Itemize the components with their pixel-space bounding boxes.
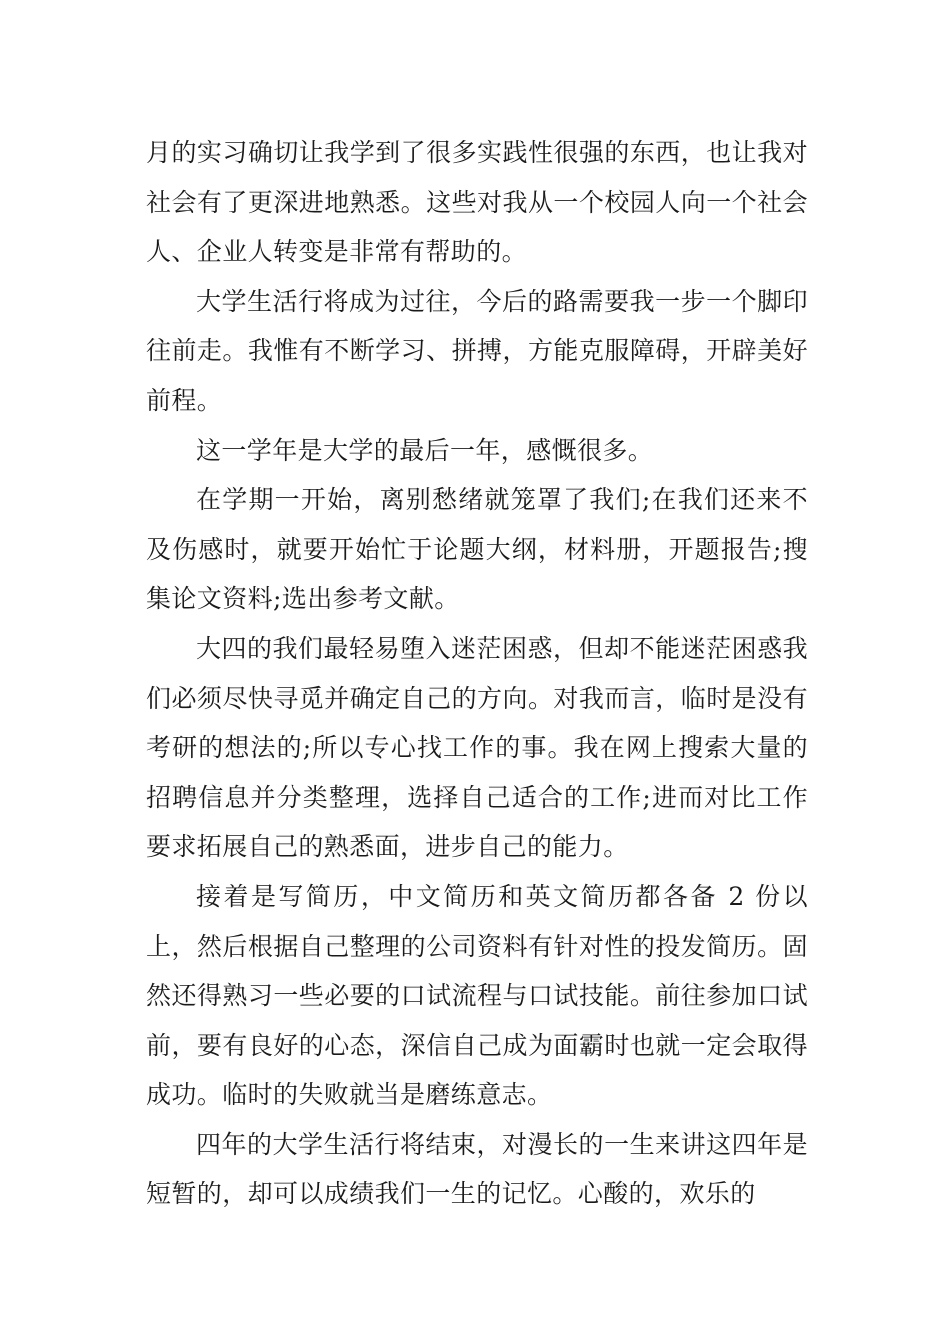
- body-text: [146, 128, 808, 1219]
- paragraph-6: 接着是写简历，中文简历和英文简历都各备 2 份以上，然后根据自己整理的公司资料有针对性的投发简历。固然还得熟习一些必要的口试流程与口试技能。前往参加口试前，要有良好的心态，深信自己成为面霸时也就一定会取得成功。临时的失败就当是磨练意志。: [146, 881, 808, 1110]
- paragraph-7: 四年的大学生活行将结束，对漫长的一生来讲这四年是短暂的，却可以成绩我们一生的记忆。心酸的，欢乐的: [146, 1129, 808, 1209]
- paragraph-2: 大学生活行将成为过往，今后的路需要我一步一个脚印往前走。我惟有不断学习、拼搏，方能克服障碍，开辟美好前程。: [146, 286, 808, 415]
- paragraph-4: 在学期一开始，离别愁绪就笼罩了我们;在我们还来不及伤感时，就要开始忙于论题大纲，材料册，开题报告;搜集论文资料;选出参考文献。: [146, 485, 808, 614]
- paragraph-3: 这一学年是大学的最后一年，感慨很多。: [196, 435, 654, 465]
- paragraph-1: 月的实习确切让我学到了很多实践性很强的东西，也让我对社会有了更深进地熟悉。这些对我从一个校园人向一个社会人、企业人转变是非常有帮助的。: [146, 138, 808, 267]
- paragraph-5: 大四的我们最轻易堕入迷茫困惑，但却不能迷茫困惑我们必须尽快寻觅并确定自己的方向。对我而言，临时是没有考研的想法的;所以专心找工作的事。我在网上搜索大量的招聘信息并分类整理，选择自己适合的工作;进而对比工作要求拓展自己的熟悉面，进步自己的能力。: [146, 633, 808, 862]
